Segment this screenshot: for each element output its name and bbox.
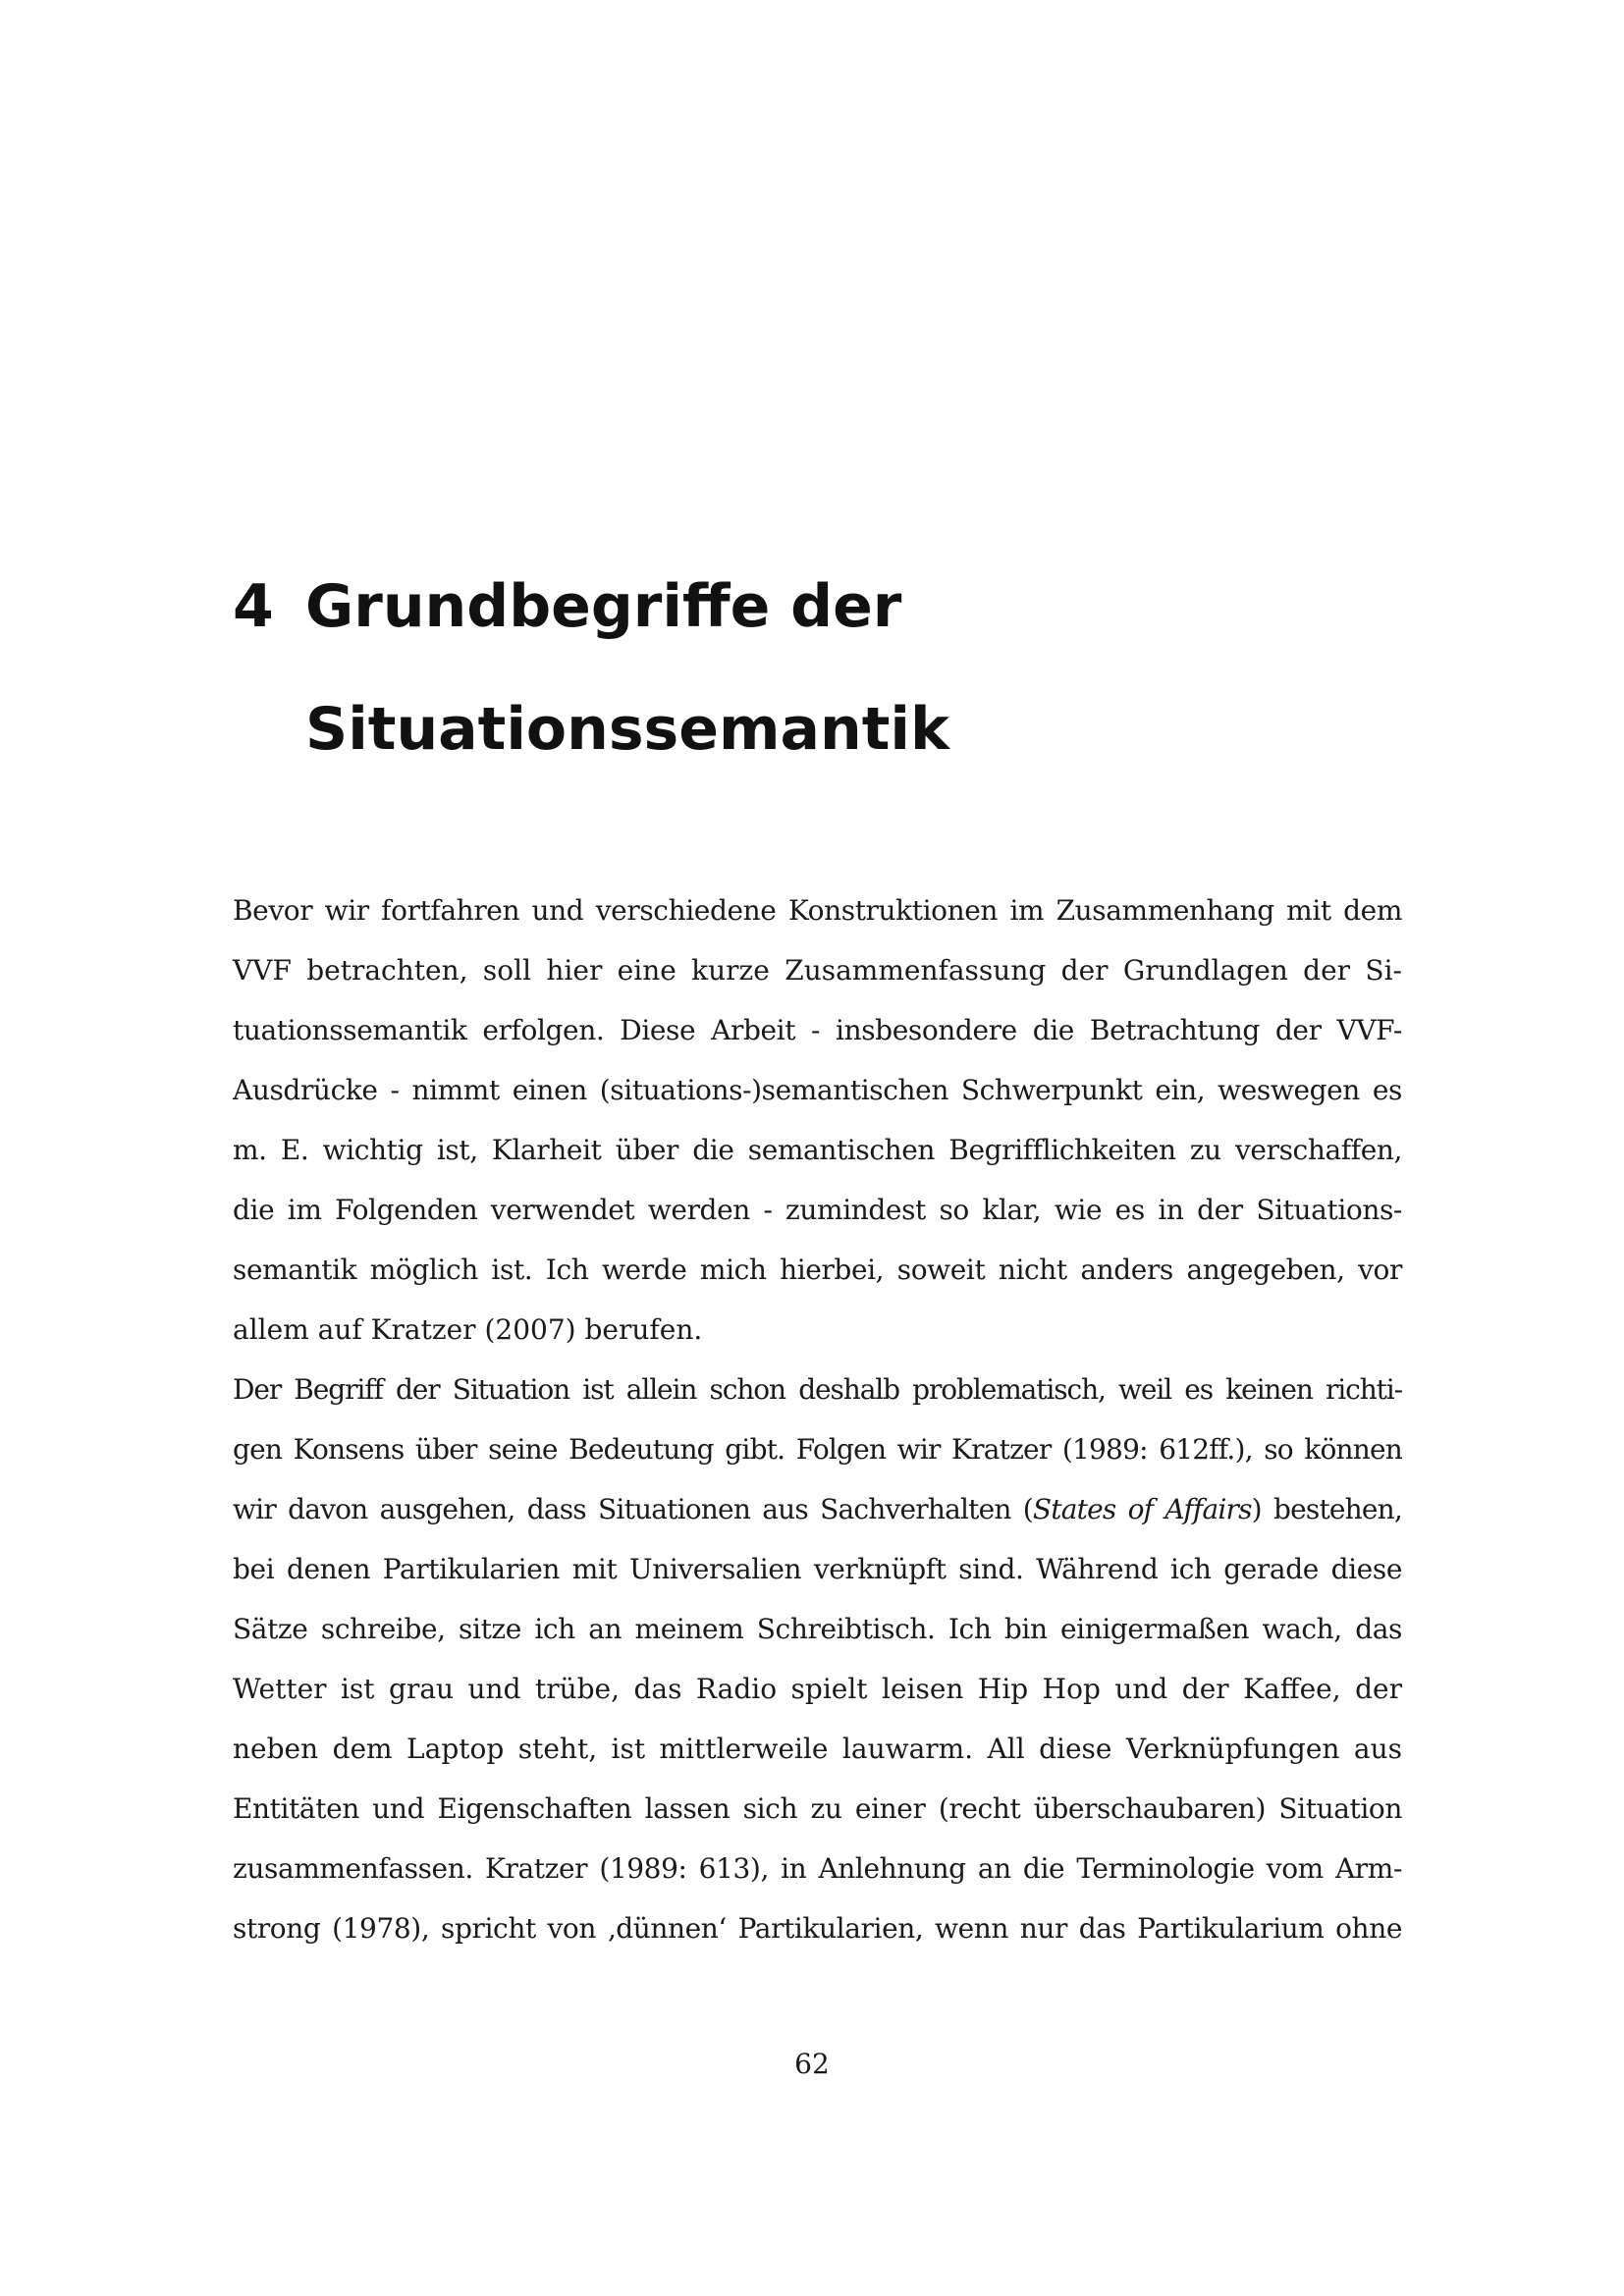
text-line: m. E. wichtig ist, Klarheit über die semantischen Begrifflichkeiten zu verschaffen, — [233, 1134, 1402, 1166]
text-line: zusammenfassen. Kratzer (1989: 613), in Anlehnung an die Terminologie vom Arm- — [233, 1852, 1402, 1885]
text-line: semantik möglich ist. Ich werde mich hierbei, soweit nicht anders angegeben, vor — [233, 1254, 1402, 1286]
text-segment: wir davon ausgehen, dass Situationen aus Sachverhalten ( — [233, 1493, 1033, 1525]
text-line: VVF betrachten, soll hier eine kurze Zusammenfassung der Grundlagen der Si- — [233, 954, 1402, 987]
italic-term: States of Affairs — [1032, 1493, 1252, 1525]
text-line: Wetter ist grau und trübe, das Radio spielt leisen Hip Hop und der Kaffee, der — [233, 1673, 1402, 1705]
page-number: 62 — [794, 2048, 830, 2080]
text-line: Ausdrücke - nimmt einen (situations-)semantischen Schwerpunkt ein, weswegen es — [233, 1074, 1402, 1106]
text-line: Entitäten und Eigenschaften lassen sich zu einer (recht überschaubaren) Situation — [233, 1792, 1402, 1825]
chapter-number: 4 — [233, 572, 274, 641]
text-line — [233, 1479, 1402, 1539]
text-line: allem auf Kratzer (2007) berufen. — [233, 1313, 703, 1346]
chapter-title-line-2: Situationssemantik — [305, 695, 949, 764]
text-line: neben dem Laptop steht, ist mittlerweile lauwarm. All diese Verknüpfungen aus — [233, 1733, 1402, 1765]
text-line: bei denen Partikularien mit Universalien verknüpft sind. Während ich gerade diese — [233, 1553, 1402, 1585]
text-line: tuationssemantik erfolgen. Diese Arbeit - insbesondere die Betrachtung der VVF- — [233, 1014, 1402, 1046]
text-line: die im Folgenden verwendet werden - zumindest so klar, wie es in der Situations- — [233, 1194, 1402, 1226]
text-line: Der Begriff der Situation ist allein schon deshalb problematisch, weil es keinen richti- — [233, 1373, 1402, 1406]
text-line: Bevor wir fortfahren und verschiedene Konstruktionen im Zusammenhang mit dem — [233, 894, 1402, 927]
text-line: Sätze schreibe, sitze ich an meinem Schreibtisch. Ich bin einigermaßen wach, das — [233, 1613, 1402, 1645]
text-segment: ) bestehen, — [1251, 1493, 1402, 1525]
text-line: gen Konsens über seine Bedeutung gibt. Folgen wir Kratzer (1989: 612ff.), so können — [233, 1433, 1402, 1466]
chapter-title-line-1: Grundbegriffe der — [305, 572, 902, 641]
body-text — [233, 881, 1402, 1958]
text-line: strong (1978), spricht von ‚dünnen‘ Partikularien, wenn nur das Partikularium ohne — [233, 1912, 1402, 1945]
